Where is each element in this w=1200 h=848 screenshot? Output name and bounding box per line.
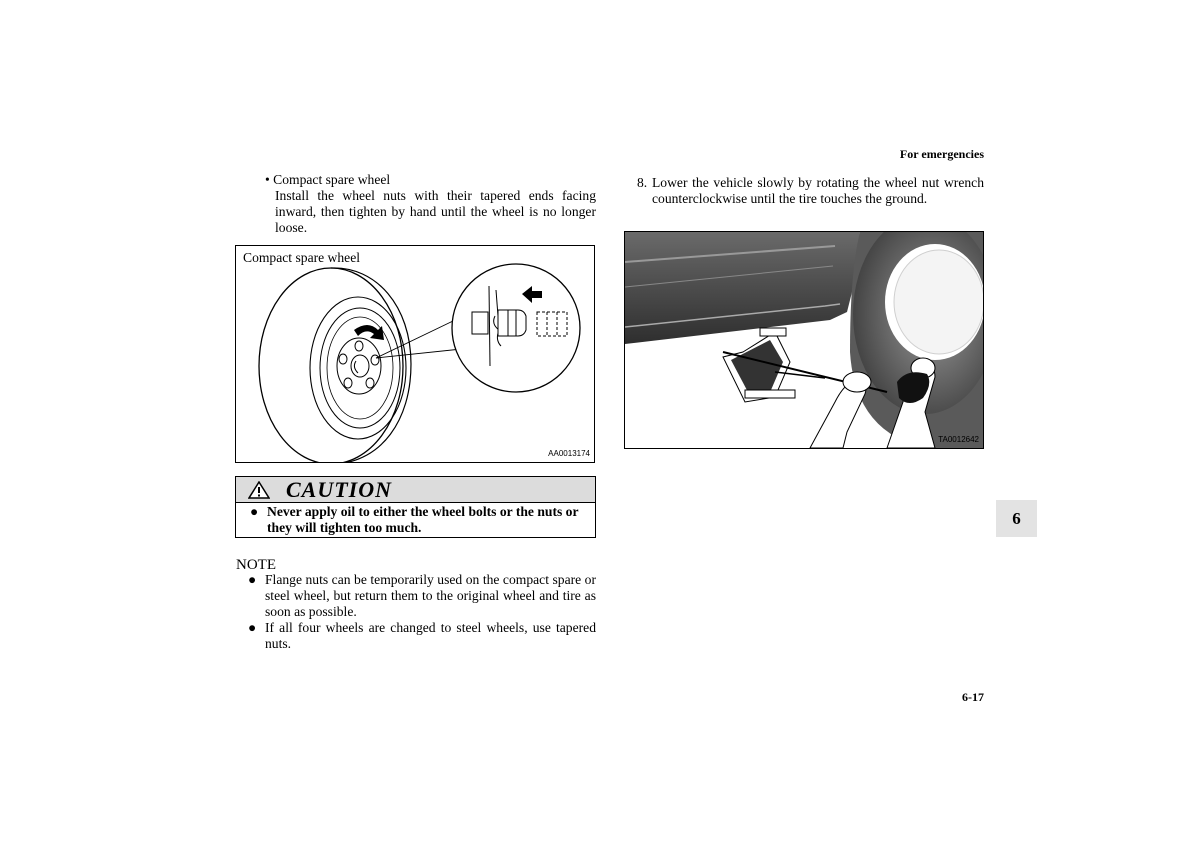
step-8 — [637, 175, 984, 207]
figure-code: TA0012642 — [938, 435, 979, 444]
figure-code: AA0013174 — [548, 449, 590, 458]
note-item — [248, 620, 596, 652]
note-item-text: Flange nuts can be temporarily used on the compact spare or steel wheel, but return them to the original wheel and tire as soon as possible. — [265, 572, 596, 619]
running-header: For emergencies — [899, 147, 984, 161]
figure-caption: Compact spare wheel — [243, 250, 361, 265]
caution-box — [235, 476, 596, 538]
caution-item-text: Never apply oil to either the wheel bolts or the nuts or they will tighten too much. — [267, 504, 579, 535]
bullet-icon: ● — [248, 572, 257, 587]
chapter-tab: 6 — [996, 500, 1037, 537]
lowering-vehicle-figure — [624, 231, 984, 449]
page-number: 6-17 — [962, 690, 984, 704]
warning-triangle-icon — [248, 481, 270, 499]
note-item-text: If all four wheels are changed to steel wheels, use tapered nuts. — [265, 620, 596, 651]
jack-lowering-illustration — [625, 232, 983, 448]
caution-item — [250, 504, 590, 536]
note-list — [248, 572, 596, 652]
caution-title: CAUTION — [286, 476, 393, 502]
caution-header — [236, 477, 595, 503]
spare-wheel-instructions: Install the wheel nuts with their tapered ends facing inward, then tighten by hand until the wheel is no longer loose. — [275, 188, 596, 235]
step-text: Lower the vehicle slowly by rotating the wheel nut wrench counterclockwise until the tire touches the ground. — [652, 175, 984, 206]
bullet-icon: ● — [250, 504, 259, 519]
wheel-nut-illustration — [236, 246, 594, 462]
compact-spare-wheel-figure — [235, 245, 595, 463]
step-number: 8. — [637, 175, 648, 190]
caution-body — [250, 504, 590, 536]
note-item — [248, 572, 596, 620]
note-title: NOTE — [236, 557, 276, 573]
spare-wheel-heading: • Compact spare wheel — [265, 172, 391, 187]
bullet-icon: ● — [248, 620, 257, 635]
